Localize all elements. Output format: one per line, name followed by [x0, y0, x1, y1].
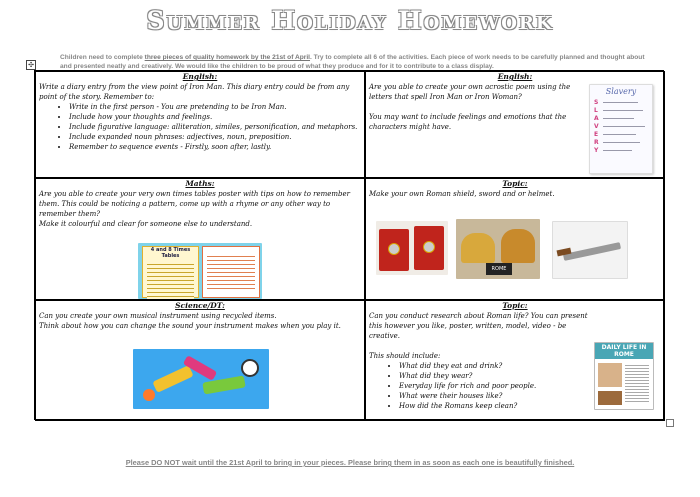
- poster-title: 4 and 8 Times Tables: [150, 247, 191, 259]
- list-item: • Include expanded noun phrases: adjectives, noun, preposition.: [69, 132, 361, 142]
- intro-part1: Children need to complete: [60, 54, 145, 61]
- cell-text-2: You may want to include feelings and emotions that the characters might have.: [369, 113, 567, 131]
- cell-maths: [35, 178, 365, 300]
- daily-life-in-rome-image: [594, 342, 654, 410]
- cell-heading: English:: [497, 72, 533, 81]
- acrostic-letters: S L A V E R Y: [594, 99, 599, 154]
- cell-text-2: Think about how you can change the sound your instrument makes when you play it.: [39, 322, 341, 330]
- cell-text-2: Make it colourful and clear for someone else to understand.: [39, 220, 253, 228]
- cell-heading: Topic:: [502, 301, 528, 310]
- list-item: • What were their houses like?: [399, 391, 589, 401]
- poster-panel-right: [202, 246, 260, 298]
- intro-text: [60, 53, 650, 71]
- cell-text: Are you able to create your own acrostic poem using the letters that spell Iron Man or Iron Woman?: [369, 83, 571, 101]
- cell-text: Can you conduct research about Roman life? You can present this however you like, poster, written, model, video - be creative.: [369, 312, 588, 340]
- intro-part2: . Try to complete all 6 of the activities. Each piece of work needs to be carefully planned and thought about and presented neatly and creatively. We would like the children to be proud of what they produce and for it to contribute to a class display.: [60, 54, 645, 70]
- homework-grid: [34, 70, 664, 420]
- cell-text-2: This should include:: [369, 352, 441, 360]
- cell-heading: Topic:: [502, 179, 528, 188]
- poster-rows: [207, 253, 255, 291]
- poem-lines: [603, 102, 647, 158]
- move-handle-icon[interactable]: ✣: [26, 60, 36, 70]
- cell-science-dt: [35, 300, 365, 421]
- poster-rows: [147, 261, 194, 299]
- cell-topic-roman-items: [365, 178, 665, 300]
- resize-handle-icon[interactable]: [666, 419, 674, 427]
- roman-helmets-image: ROME: [456, 219, 540, 279]
- book-title: DAILY LIFE IN ROME: [595, 343, 653, 359]
- roman-sword-image: [552, 221, 628, 279]
- roman-shields-image: [376, 221, 448, 275]
- bullet-list: [39, 102, 361, 152]
- list-item: • Remember to sequence events - Firstly, soon after, lastly.: [69, 142, 361, 152]
- cell-heading: Science/DT:: [175, 301, 225, 310]
- poster-panel-left: [142, 246, 199, 298]
- list-item: • How did the Romans keep clean?: [399, 401, 589, 411]
- list-item: • Include how your thoughts and feelings.: [69, 112, 361, 122]
- cell-english-diary: [35, 71, 365, 178]
- cell-topic-roman-life: [365, 300, 665, 421]
- musical-instruments-image: [133, 349, 269, 409]
- list-item: • What did they wear?: [399, 371, 589, 381]
- list-item: • Include figurative language: alliteration, similes, personification, and metaphors.: [69, 122, 361, 132]
- cell-heading: English:: [182, 72, 218, 81]
- cell-text: Are you able to create your very own times tables poster with tips on how to remember them. This could be noticing a pattern, come up with a rhyme or any other way to remember them?: [39, 190, 351, 218]
- page-title: Summer Holiday Homework: [146, 6, 554, 35]
- list-item: • What did they eat and drink?: [399, 361, 589, 371]
- footer-note: Please DO NOT wait until the 21st April to bring in your pieces. Please bring them in as soon as each one is beautifully finished.: [125, 458, 575, 467]
- cell-text: Write a diary entry from the view point of Iron Man. This diary entry could be from any point of the story. Remember to:: [39, 83, 350, 101]
- list-item: • Everyday life for rich and poor people.: [399, 381, 589, 391]
- intro-deadline: three pieces of quality homework by the 21st of April: [144, 54, 311, 61]
- poem-title: Slavery: [605, 87, 637, 96]
- list-item: • Write in the first person - You are pretending to be Iron Man.: [69, 102, 361, 112]
- cell-text: Can you create your own musical instrument using recycled items.: [39, 312, 277, 320]
- cell-heading: Maths:: [185, 179, 215, 188]
- acrostic-poem-image: [589, 84, 653, 174]
- times-tables-poster-image: [138, 243, 262, 299]
- cell-english-poem: [365, 71, 665, 178]
- bullet-list: [369, 361, 589, 411]
- cell-text: Make your own Roman shield, sword and or helmet.: [369, 190, 555, 198]
